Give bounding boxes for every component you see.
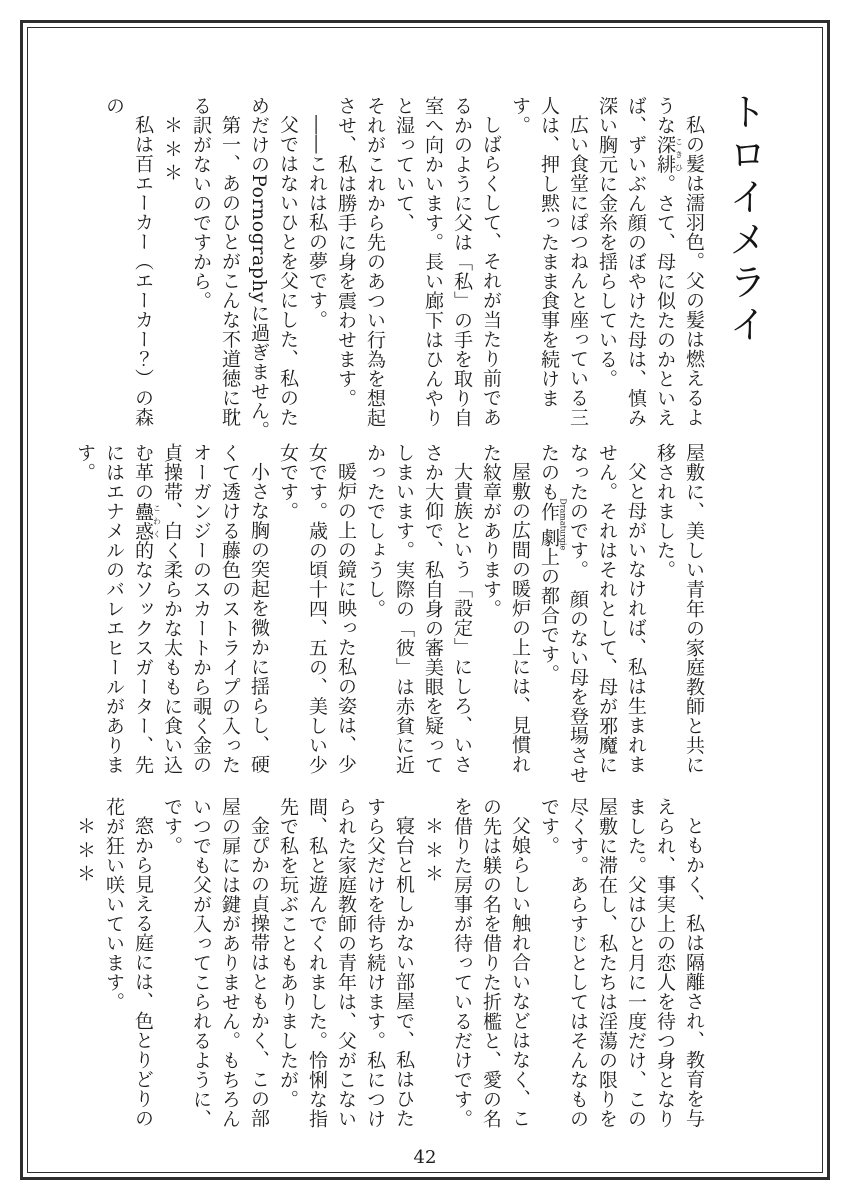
section-separator: ＊＊＊ [74,816,96,888]
page-number: 42 [413,1147,437,1168]
paragraph: 私は百エーカー（エーカー？）の森の [103,96,154,427]
paragraph: 父娘らしい触れ合いなどはなく、この先は躾の名を借りた折檻と、愛の名を借りた房事が待っているだけです。 [451,797,531,1129]
paragraph: 父ではないひとを父にした、私のためだけのPornographyに過ぎません。 [248,96,299,440]
paragraph: 第一、あのひとがこんな不道徳に耽る訳がないのですから。 [190,96,241,427]
paragraph: 小さな胸の突起を微かに揺らし、硬くて透ける藤色のストライプの入ったオーガンジーのスカートから覗く金の貞操帯、白く柔らかな太ももに食い込む革の蠱惑こわく的なソックスガーター、先にはエナメルのバレエヒールがあります。 [74,443,270,775]
section-separator: ＊＊＊ [422,816,444,888]
paragraph: 金ぴかの貞操帯はともかく、この部屋の扉には鍵がありません。もちろんいつでも父が入ってこられるように、です。 [161,797,270,1129]
paragraph: 屋敷の広間の暖炉の上には、見慣れた紋章があります。 [480,443,531,774]
paragraph: 寝台と机しかない部屋で、私はひたすら父だけを待ち続けます。私につけられた家庭教師の青年は、父がこない間、私と遊んでくれました。怜悧な指先で私を玩ぶこともありましたが。 [277,797,415,1129]
paragraph: しばらくして、それが当たり前であるかのように父は「私」の手を取り自室へ向かいます。長い廊下はひんやりと湿っていて、 それがこれから先のあつい行為を想起させ、私は勝手に身を震わせます。 [335,96,502,428]
ruby-annotated-word: 蠱惑こわく [132,501,162,541]
text-band-middle [70,443,708,789]
paragraph: 暖炉の上の鏡に映った私の姿は、少女です。歳の頃十四、五の、美しい少女です。 [277,443,357,775]
text-band-top [99,96,708,442]
paragraph: 窓から見える庭には、色とりどりの花が狂い咲いています。 [103,797,154,1128]
section-separator: ＊＊＊ [161,115,183,187]
paragraph: 私の髪は濡羽色。父の髪は燃えるような深緋こきひ。さて、母に似たのかといえば、ずいぶん顔のぼやけた母は、慎み深い胸元に金糸を揺らしている。 [596,96,705,428]
story-title: トロイメライ [722,92,767,348]
ruby-annotated-word: 深緋こきひ [654,135,684,174]
ruby-annotated-word: 作劇Dramaturgie [538,498,568,551]
paragraph: 屋敷に、美しい青年の家庭教師と共に移されました。 [654,443,705,775]
paragraph: 広い食堂にぽつねんと座っている三人は、押し黙ったまま食事を続けます。 [509,96,589,427]
paragraph: ともかく、私は隔離され、教育を与えられ、事実上の恋人を待つ身となりました。父はひと月に一度だけ、この屋敷に滞在し、私たちは淫蕩の限りを尽くす。あらすじとしてはそんなものです。 [538,797,705,1129]
text-band-bottom [70,797,708,1143]
paragraph: 父と母がいなければ、私は生まれません。それはそれとして、母が邪魔になったのです。 顔のない母を登場させたのも作劇Dramaturgie上の都合です。 [538,443,647,785]
paragraph: 大貴族という「設定」にしろ、いささか大仰で、私自身の審美眼を疑ってしまいます。実際の「彼」は赤貧に近かったでしょうし。 [364,443,473,775]
paragraph: ――これは私の夢です。 [306,115,328,330]
